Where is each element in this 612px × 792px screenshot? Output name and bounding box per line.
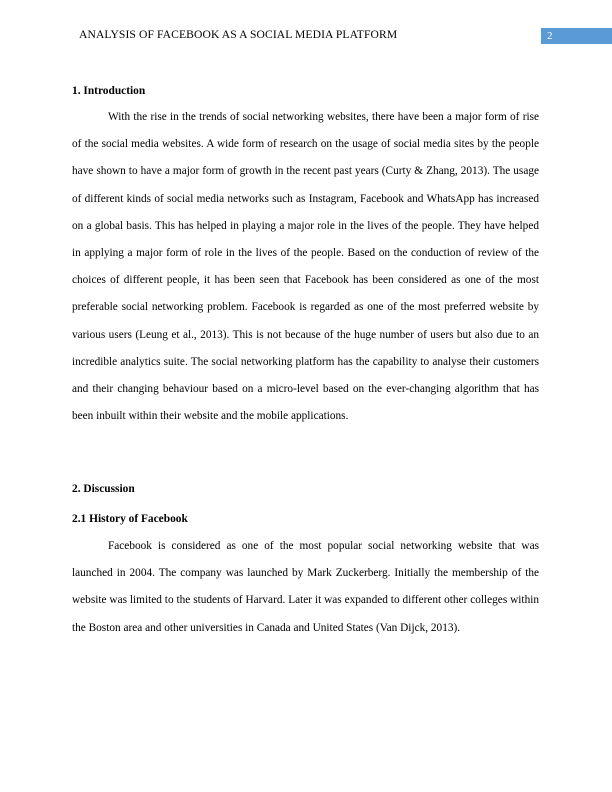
introduction-heading: 1. Introduction (72, 85, 146, 97)
history-paragraph: Facebook is considered as one of the most popular social networking website that was launched in 2004. The company was launched by Mark Zuckerberg. Initially the membership of the website was limited to the students of Harvard. Later it was expanded to different other colleges within the Boston area and other universities in Canada and United States (Van Dijck, 2013). (72, 540, 539, 634)
introduction-paragraph: With the rise in the trends of social networking websites, there have been a major form of rise of the social media websites. A wide form of research on the usage of social media sites by the people have shown to have a major form of growth in the recent past years (Curty & Zhang, 2013). The usage of different kinds of social media networks such as Instagram, Facebook and WhatsApp has increased on a global basis. This has helped in playing a major role in the lives of the people. They have helped in applying a major form of role in the lives of the people. Based on the conduction of review of the choices of different people, it has been seen that Facebook has been considered as one of the most preferable social networking problem. Facebook is regarded as one of the most preferred website by various users (Leung et al., 2013). This is not because of the huge number of users but also due to an incredible analytics suite. The social networking platform has the capability to analyse their customers and their changing behaviour based on a micro-level based on the ever-changing algorithm that has been inbuilt within their website and the mobile applications. (72, 111, 539, 423)
running-header: ANALYSIS OF FACEBOOK AS A SOCIAL MEDIA PLATFORM (79, 28, 398, 41)
page-number-badge: 2 (541, 28, 612, 44)
history-heading: 2.1 History of Facebook (72, 513, 188, 525)
discussion-heading: 2. Discussion (72, 483, 135, 495)
